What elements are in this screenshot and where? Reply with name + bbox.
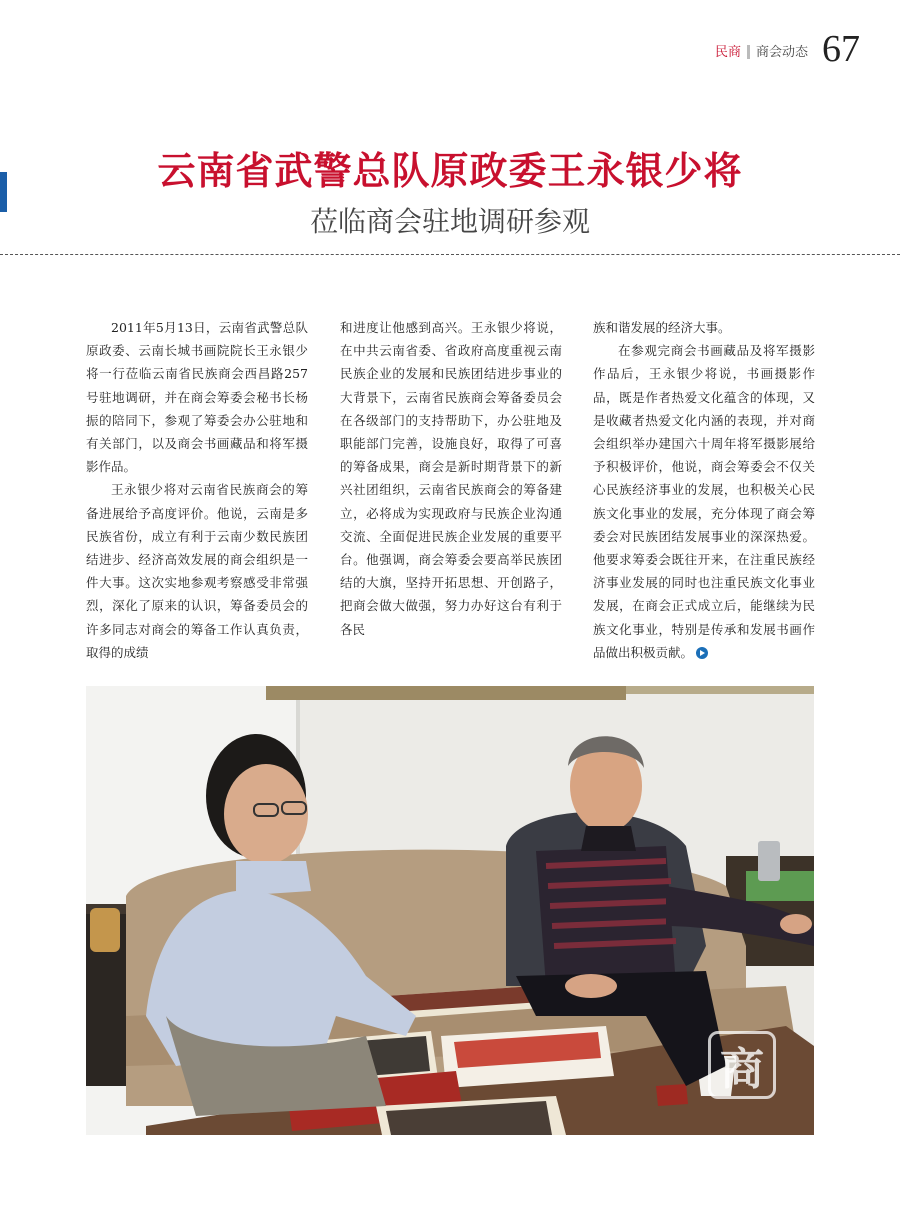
watermark-logo: 商	[708, 1031, 776, 1099]
text-column-2	[340, 316, 562, 641]
article-title: 云南省武警总队原政委王永银少将	[157, 148, 743, 193]
end-of-article-icon	[696, 647, 708, 659]
paragraph: 族和谐发展的经济大事。	[593, 320, 731, 335]
article-subtitle: 莅临商会驻地调研参观	[309, 205, 590, 238]
subsection-label: 商会动态	[755, 45, 808, 60]
paragraph-text: 在参观完商会书画藏品及将军摄影作品后，王永银少将说，书画摄影作品，既是作者热爱文化蕴含的体现，又是收藏者热爱文化内涵的表现，并对商会组织举办建国六十周年将军摄影展给予积极评价，他说，商会筹委会不仅关心民族经济事业的发展，也积极关心民族文化事业的发展，充分体现了商会筹委会对民族团结发展事业的深深热爱。他要求筹委会既往开来，在注重民族经济事业发展的同时也注重民族文化事业发展，在商会正式成立后，能继续为民族文化事业，特别是传承和发展书画作品做出积极贡献。	[593, 343, 815, 660]
title-divider	[0, 254, 900, 255]
page-number: 67	[822, 28, 860, 70]
paragraph: 和进度让他感到高兴。王永银少将说，在中共云南省委、省政府高度重视云南民族企业的发展和民族团结进步事业的大背景下，云南省民族商会筹备委员会在各级部门的支持帮助下，办公驻地及职能部门完善，设施良好，取得了可喜的筹备成果，商会是新时期背景下的新兴社团组织，云南省民族商会的筹备建立，必将成为实现政府与民族企业沟通交流、全面促进民族企业发展的重要平台。他强调，商会筹委会要高举民族团结的大旗，坚持开拓思想、开创路子，把商会做大做强，努力办好这台有利于各民	[340, 320, 562, 637]
paragraph: 王永银少将对云南省民族商会的筹备进展给予高度评价。他说，云南是多民族省份，成立有利于云南少数民族团结进步、经济高效发展的商会组织是一件大事。这次实地参观考察感受非常强烈，深化了原来的认识，筹备委员会的许多同志对商会的筹备工作认真负责，取得的成绩	[86, 482, 308, 660]
paragraph: 2011年5月13日，云南省武警总队原政委、云南长城书画院院长王永银少将一行莅临云南省民族商会西昌路257号驻地调研，并在商会筹委会秘书长杨振的陪同下，参观了筹委会办公驻地和有关部门，以及商会书画藏品和将军摄影作品。	[86, 320, 308, 475]
article-photo	[86, 686, 814, 1135]
paragraph-final	[593, 339, 815, 664]
header-divider	[747, 45, 750, 59]
page-header	[715, 22, 860, 68]
text-column-1	[86, 316, 308, 664]
text-column-3	[593, 316, 815, 664]
section-label: 民商	[714, 45, 741, 60]
